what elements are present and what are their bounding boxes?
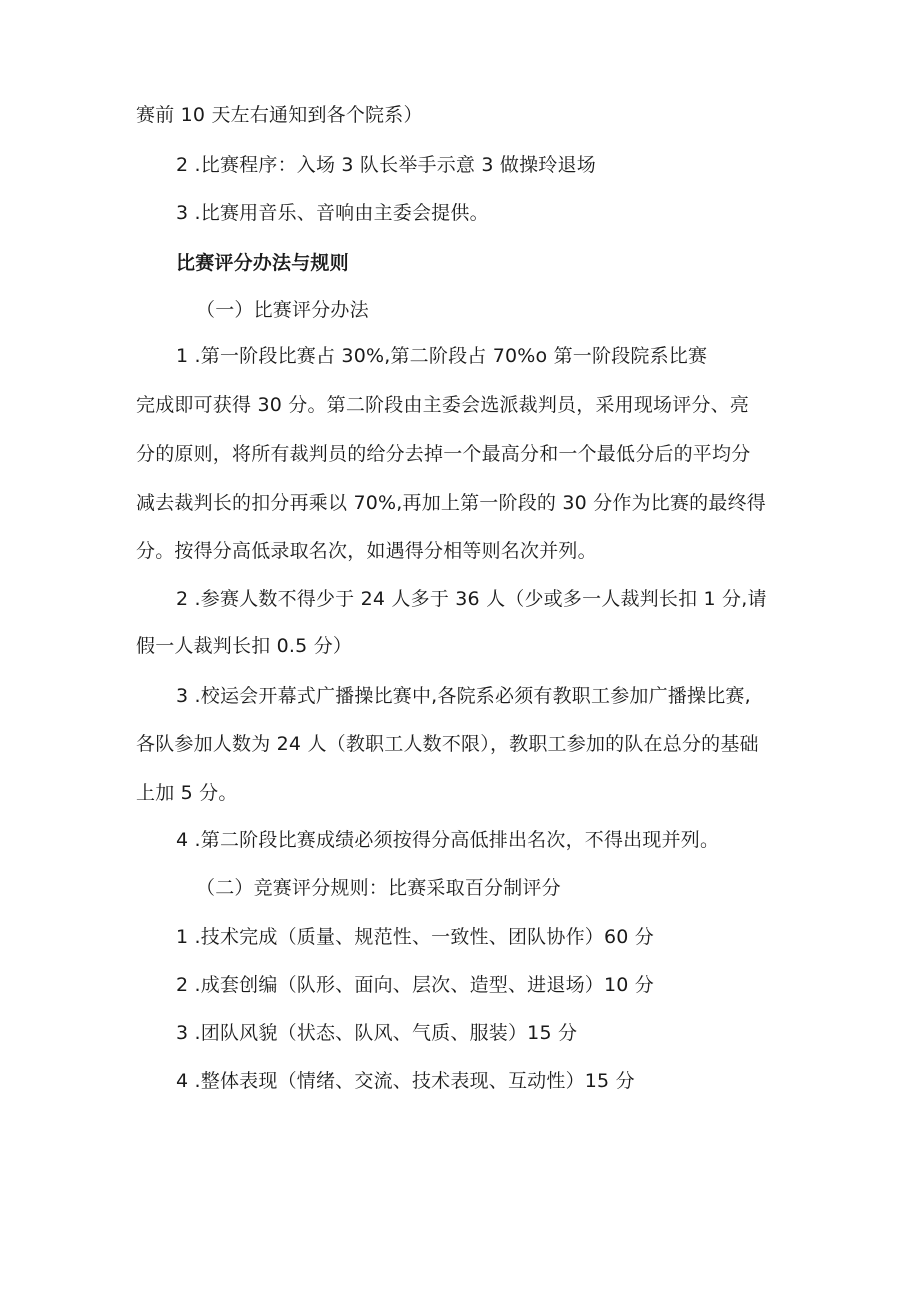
numbered-item: 2 .成套创编（队形、面向、层次、造型、进退场）10 分 <box>176 974 654 996</box>
text-line: 上加 5 分。 <box>136 782 238 804</box>
section-heading: 比赛评分办法与规则 <box>176 252 349 274</box>
subsection-heading: （二）竞赛评分规则：比赛采取百分制评分 <box>196 877 561 899</box>
numbered-item: 4 .第二阶段比赛成绩必须按得分高低排出名次，不得出现并列。 <box>176 829 720 851</box>
numbered-item: 2 .比赛程序：入场 3 队长举手示意 3 做操玲退场 <box>176 154 596 176</box>
text-line: 减去裁判长的扣分再乘以 70%,再加上第一阶段的 30 分作为比赛的最终得 <box>136 492 766 514</box>
text-line: 赛前 10 天左右通知到各个院系） <box>136 104 423 126</box>
text-line: 各队参加人数为 24 人（教职工人数不限），教职工参加的队在总分的基础 <box>136 733 759 755</box>
text-line: 假一人裁判长扣 0.5 分） <box>136 635 353 657</box>
numbered-item: 3 .团队风貌（状态、队风、气质、服装）15 分 <box>176 1022 578 1044</box>
numbered-item: 3 .校运会开幕式广播操比赛中,各院系必须有教职工参加广播操比赛, <box>176 685 751 707</box>
subsection-heading: （一）比赛评分办法 <box>196 299 369 321</box>
numbered-item: 1 .技术完成（质量、规范性、一致性、团队协作）60 分 <box>176 926 654 948</box>
numbered-item: 2 .参赛人数不得少于 24 人多于 36 人（少或多一人裁判长扣 1 分,请 <box>176 588 767 610</box>
text-line: 分的原则，将所有裁判员的给分去掉一个最高分和一个最低分后的平均分 <box>136 443 751 465</box>
text-line: 分。按得分高低录取名次，如遇得分相等则名次并列。 <box>136 540 597 562</box>
text-line: 完成即可获得 30 分。第二阶段由主委会选派裁判员，采用现场评分、亮 <box>136 394 750 416</box>
numbered-item: 3 .比赛用音乐、音响由主委会提供。 <box>176 202 489 224</box>
numbered-item: 1 .第一阶段比赛占 30%,第二阶段占 70%o 第一阶段院系比赛 <box>176 345 708 367</box>
numbered-item: 4 .整体表现（情绪、交流、技术表现、互动性）15 分 <box>176 1070 635 1092</box>
